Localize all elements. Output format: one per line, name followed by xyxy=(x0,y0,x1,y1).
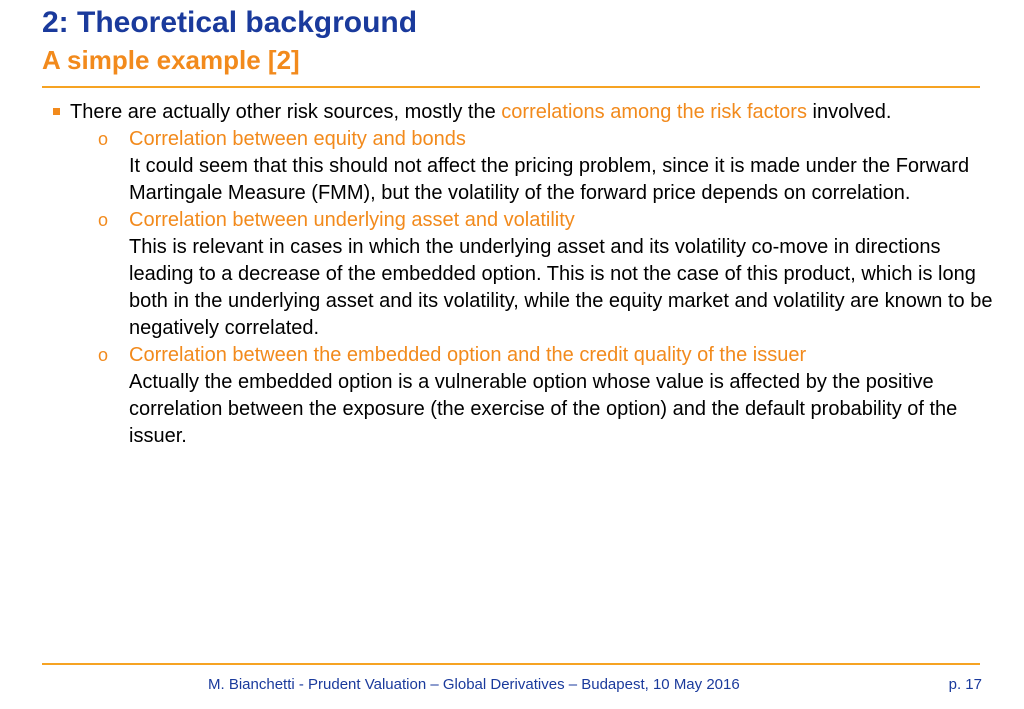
footer-divider xyxy=(42,663,980,665)
slide-subtitle: A simple example [2] xyxy=(42,45,300,75)
sub-bullet-text: This is relevant in cases in which the underlying asset and its volatility co-move in directions leading to a decrease of the embedded option. This is not the case of this product, which is long both in the underlying asset and its volatility, while the equity market and volatility are known to be negatively correlated. xyxy=(129,236,993,339)
header-divider xyxy=(42,86,980,88)
sub-bullet-heading: Correlation between equity and bonds xyxy=(129,128,466,150)
footer-text: M. Bianchetti - Prudent Valuation – Global Derivatives – Budapest, 10 May 2016 xyxy=(208,676,740,693)
sub-bullet-text: Actually the embedded option is a vulnerable option whose value is affected by the positive correlation between the exposure (the exercise of the option) and the default probability of the issuer. xyxy=(129,371,958,447)
intro-highlight: correlations among the risk factors xyxy=(501,101,807,123)
sub-bullet-list xyxy=(52,126,1002,450)
circle-bullet-icon: o xyxy=(98,210,109,230)
slide-content xyxy=(52,99,1002,450)
main-bullet xyxy=(52,99,1002,126)
sub-bullet-item xyxy=(52,207,1002,342)
sub-bullet-item xyxy=(52,342,1002,450)
intro-text: There are actually other risk sources, mostly the xyxy=(70,101,502,123)
intro-tail: involved. xyxy=(806,101,892,123)
circle-bullet-icon: o xyxy=(98,129,109,149)
sub-bullet-item xyxy=(52,126,1002,207)
square-bullet-icon xyxy=(53,108,60,115)
slide-title: 2: Theoretical background xyxy=(42,6,418,39)
sub-bullet-heading: Correlation between the embedded option and the credit quality of the issuer xyxy=(129,344,807,366)
page-number: p. 17 xyxy=(948,676,982,693)
circle-bullet-icon: o xyxy=(98,345,109,365)
sub-bullet-text: It could seem that this should not affect the pricing problem, since it is made under the Forward Martingale Measure (FMM), but the volatility of the forward price depends on correlation. xyxy=(129,155,970,204)
sub-bullet-heading: Correlation between underlying asset and volatility xyxy=(129,209,575,231)
